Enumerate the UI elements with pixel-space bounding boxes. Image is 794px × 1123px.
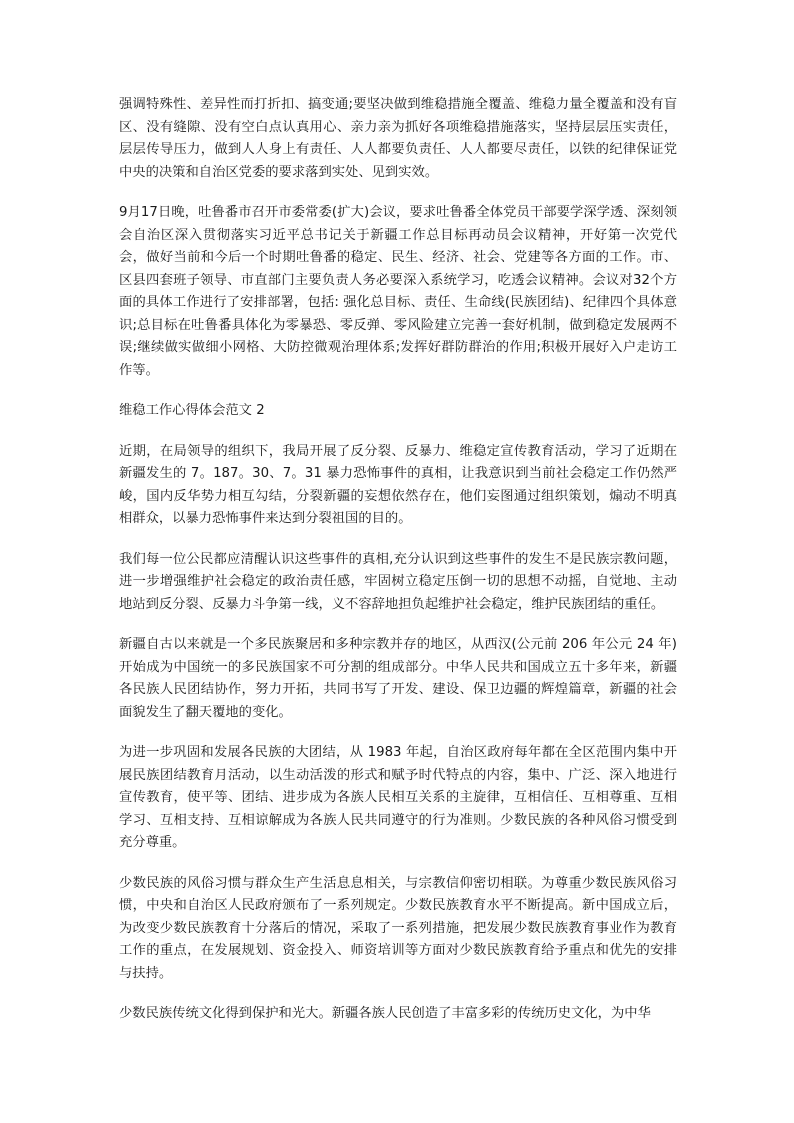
paragraph-4: 我们每一位公民都应清醒认识这些事件的真相,充分认识到这些事件的发生不是民族宗教问题，进一步增强维护社会稳定的政治责任感，牢固树立稳定压倒一切的思想不动摇，自觉地、主动地站到反分裂、反暴力斗争第一线，义不容辞地担负起维护社会稳定，维护民族团结的重任。 [119, 551, 677, 612]
paragraph-1: 强调特殊性、差异性而打折扣、搞变通;要坚决做到维稳措施全覆盖、维稳力量全覆盖和没有盲区、没有缝隙、没有空白点认真用心、亲力亲为抓好各项维稳措施落实，坚持层层压实责任，层层传导压力，做到人人身上有责任、人人都要负责任、人人都要尽责任，以铁的纪律保证党中央的决策和自治区党委的要求落到实处、见到实效。 [119, 97, 677, 180]
document-body [119, 94, 677, 1044]
paragraph-8: 少数民族传统文化得到保护和光大。新疆各族人民创造了丰富多彩的传统历史文化，为中华 [119, 1006, 651, 1021]
paragraph-5: 新疆自古以来就是一个多民族聚居和多种宗教并存的地区，从西汉(公元前 206 年公元 24 年)开始成为中国统一的多民族国家不可分割的组成部分。中华人民共和国成立五十多年来，新疆各民族人民团结协作，努力开拓，共同书写了开发、建设、保卫边疆的辉煌篇章，新疆的社会面貌发生了翻天覆地的变化。 [119, 637, 677, 720]
section-heading: 维稳工作心得体会范文 2 [119, 403, 265, 418]
paragraph-2: 9月17日晚，吐鲁番市召开市委常委(扩大)会议，要求吐鲁番全体党员干部要学深学透、深刻领会自治区深入贯彻落实习近平总书记关于新疆工作总目标再动员会议精神，开好第一次党代会，做好当前和今后一个时期吐鲁番的稳定、民生、经济、社会、党建等各方面的工作。市、区县四套班子领导、市直部门主要负责人务必要深入系统学习，吃透会议精神。会议对32个方面的具体工作进行了安排部署，包括: 强化总目标、责任、生命线(民族团结)、纪律四个具体意识;总目标在吐鲁番具体化为零暴恐、零反弹、零风险建立完善一套好机制，做到稳定发展两不误;继续做实做细小网格、大防控微观治理体系;发挥好群防群治的作用;积极开展好入户走访工作等。 [119, 205, 677, 378]
paragraph-3: 近期，在局领导的组织下，我局开展了反分裂、反暴力、维稳定宣传教育活动，学习了近期在新疆发生的 7。187。30、7。31 暴力恐怖事件的真相，让我意识到当前社会稳定工作仍然严峻，国内反华势力相互勾结，分裂新疆的妄想依然存在，他们妄图通过组织策划，煽动不明真相群众，以暴力恐怖事件来达到分裂祖国的目的。 [119, 443, 677, 526]
paragraph-7: 少数民族的风俗习惯与群众生产生活息息相关，与宗教信仰密切相联。为尊重少数民族风俗习惯，中央和自治区人民政府颁布了一系列规定。少数民族教育水平不断提高。新中国成立后，为改变少数民族教育十分落后的情况，采取了一系列措施，把发展少数民族教育事业作为教育工作的重点，在发展规划、资金投入、师资培训等方面对少数民族教育给予重点和优先的安排与扶持。 [119, 875, 677, 981]
paragraph-6: 为进一步巩固和发展各民族的大团结，从 1983 年起，自治区政府每年都在全区范围内集中开展民族团结教育月活动，以生动活泼的形式和赋予时代特点的内容，集中、广泛、深入地进行宣传教育，使平等、团结、进步成为各族人民相互关系的主旋律，互相信任、互相尊重、互相学习、互相支持、互相谅解成为各族人民共同遵守的行为准则。少数民族的各种风俗习惯受到充分尊重。 [119, 745, 677, 850]
